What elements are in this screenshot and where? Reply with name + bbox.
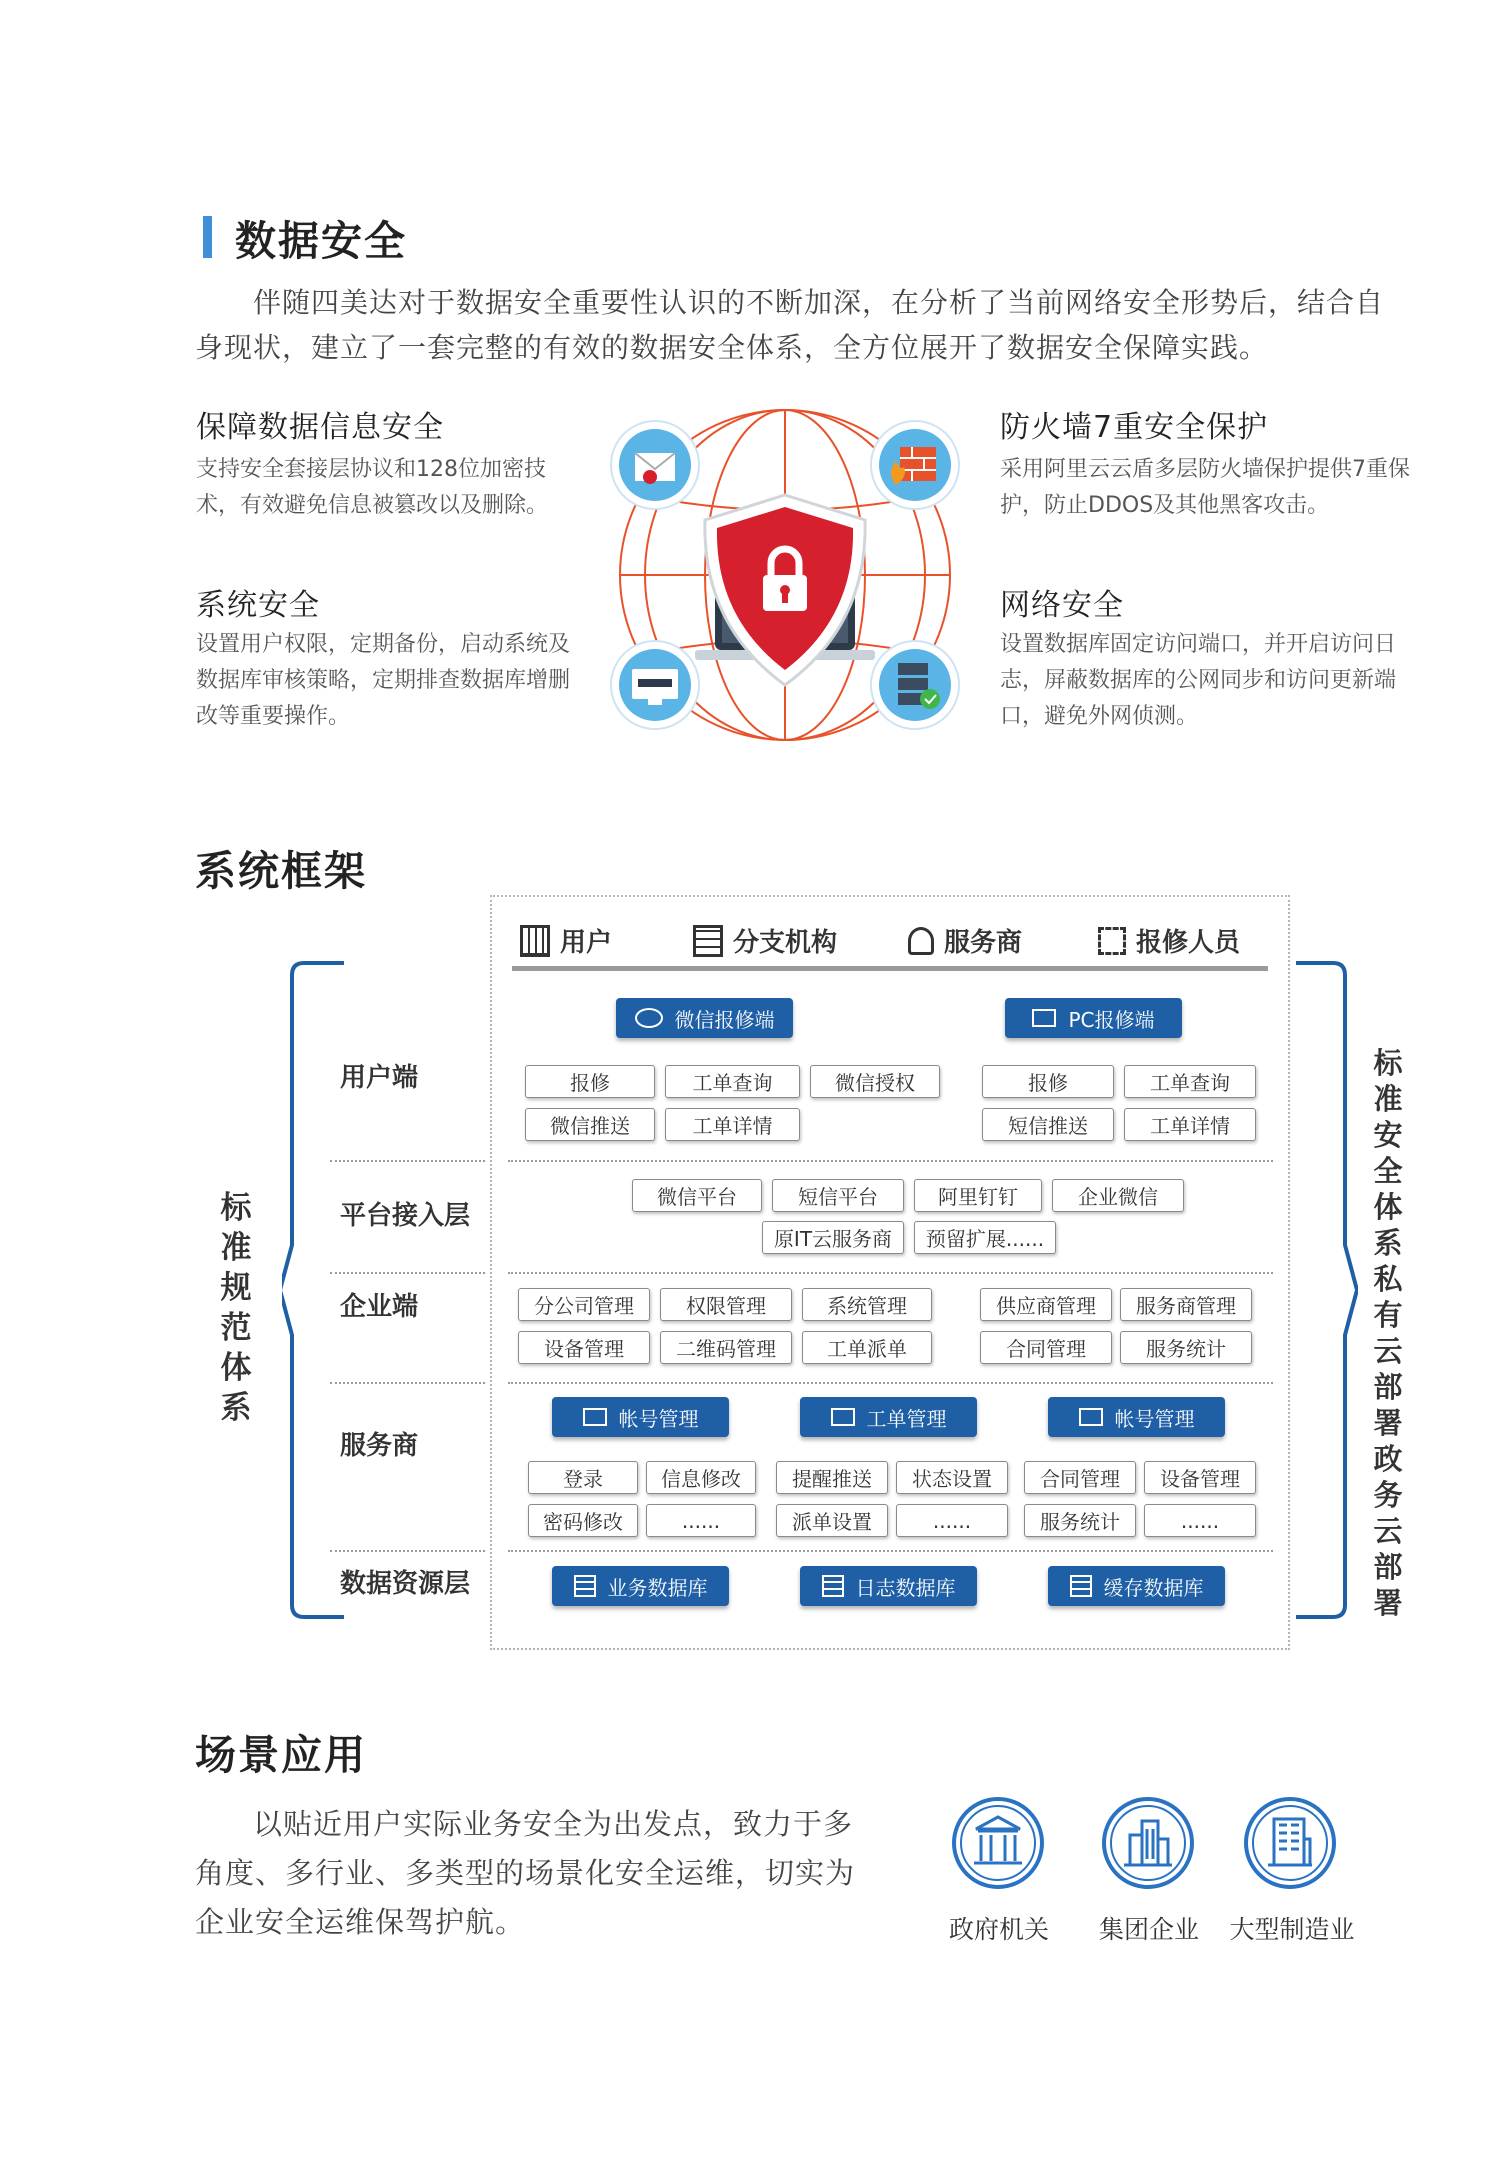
pill-dispatch[interactable]: 工单派单 [802, 1331, 932, 1364]
monitor-icon [583, 1408, 607, 1426]
right-vertical-label: 标准安全体系 私有云部署 政务云部署 [1373, 1046, 1403, 1620]
pill-it-cloud[interactable]: 原IT云服务商 [762, 1221, 904, 1254]
cache-db-button[interactable]: 缓存数据库 [1048, 1566, 1225, 1606]
pill-more[interactable]: ...... [1144, 1504, 1256, 1537]
separator [508, 1272, 1273, 1274]
pill-device-mgmt[interactable]: 设备管理 [1144, 1461, 1256, 1494]
pill-order-query[interactable]: 工单查询 [665, 1065, 800, 1098]
section-title-data-security: 数据安全 [235, 217, 407, 265]
feature-title: 系统安全 [196, 588, 320, 623]
order-mgmt-button[interactable]: 工单管理 [800, 1397, 977, 1437]
layer-label-platform: 平台接入层 [340, 1201, 471, 1231]
pill-service-stats[interactable]: 服务统计 [1120, 1331, 1252, 1364]
pill-service-stats[interactable]: 服务统计 [1024, 1504, 1136, 1537]
pill-order-detail[interactable]: 工单详情 [665, 1108, 800, 1141]
feature-desc: 支持安全套接层协议和128位加密技术，有效避免信息被篡改以及删除。 [196, 457, 549, 518]
pill-supplier-mgmt[interactable]: 供应商管理 [980, 1288, 1112, 1321]
pill-wechat-platform[interactable]: 微信平台 [632, 1179, 762, 1212]
pill-order-query[interactable]: 工单查询 [1124, 1065, 1256, 1098]
account-mgmt-button[interactable]: 帐号管理 [552, 1397, 729, 1437]
separator [330, 1272, 485, 1274]
feature-title: 网络安全 [1000, 588, 1124, 623]
feature-title: 防火墙7重安全保护 [1000, 410, 1269, 445]
feature-desc: 采用阿里云云盾多层防火墙保护提供7重保护，防止DDOS及其他黑客攻击。 [1000, 457, 1410, 518]
separator [330, 1160, 485, 1162]
layer-label-user: 用户端 [340, 1063, 419, 1093]
pill-info-edit[interactable]: 信息修改 [646, 1461, 756, 1494]
pill-permission-mgmt[interactable]: 权限管理 [660, 1288, 792, 1321]
pill-wechat-auth[interactable]: 微信授权 [810, 1065, 940, 1098]
left-vertical-label: 标准规范体系 [220, 1190, 252, 1426]
wechat-repair-button[interactable]: 微信报修端 [616, 998, 793, 1038]
feature-desc: 设置数据库固定访问端口，并开启访问日志，屏蔽数据库的公网同步和访问更新端口，避免外网侦测。 [1000, 632, 1397, 729]
pill-more[interactable]: ...... [896, 1504, 1008, 1537]
pill-dispatch-setting[interactable]: 派单设置 [776, 1504, 888, 1537]
corporate-building-icon [1100, 1795, 1196, 1891]
pill-system-mgmt[interactable]: 系统管理 [802, 1288, 932, 1321]
pc-repair-button[interactable]: PC报修端 [1005, 998, 1182, 1038]
section-title-scenarios: 场景应用 [195, 1731, 367, 1779]
monitor-icon [1079, 1408, 1103, 1426]
scenario-paragraph: 以贴近用户实际业务安全为出发点，致力于多角度、多行业、多类型的场景化安全运维，切实为企业安全运维保驾护航。 [195, 1807, 856, 1939]
database-icon [1070, 1575, 1092, 1597]
database-icon [574, 1575, 596, 1597]
separator [330, 1382, 485, 1384]
header-user: 用户 [520, 922, 612, 959]
pill-wework[interactable]: 企业微信 [1052, 1179, 1184, 1212]
separator [508, 1382, 1273, 1384]
scan-person-icon [1098, 927, 1126, 955]
layer-label-enterprise: 企业端 [340, 1292, 419, 1322]
pill-reminder-push[interactable]: 提醒推送 [776, 1461, 888, 1494]
monitor-password-icon [611, 641, 699, 729]
business-db-button[interactable]: 业务数据库 [552, 1566, 729, 1606]
separator [330, 1550, 485, 1552]
pill-device-mgmt[interactable]: 设备管理 [518, 1331, 650, 1364]
layer-label-provider: 服务商 [340, 1431, 419, 1461]
header-provider: 服务商 [908, 922, 1022, 959]
separator [508, 1550, 1273, 1552]
account-mgmt-button[interactable]: 帐号管理 [1048, 1397, 1225, 1437]
office-building-icon [693, 925, 723, 957]
person-gear-icon [908, 927, 934, 955]
pill-sms-push[interactable]: 短信推送 [982, 1108, 1114, 1141]
right-bracket [1288, 955, 1358, 1625]
feature-title: 保障数据信息安全 [196, 410, 444, 445]
scene-label-manufacturing: 大型制造业 [1229, 1915, 1355, 1944]
pill-provider-mgmt[interactable]: 服务商管理 [1120, 1288, 1252, 1321]
firewall-icon [871, 421, 959, 509]
scene-label-government: 政府机关 [948, 1915, 1049, 1944]
pill-password-change[interactable]: 密码修改 [528, 1504, 638, 1537]
pill-contract-mgmt[interactable]: 合同管理 [1024, 1461, 1136, 1494]
pill-repair[interactable]: 报修 [982, 1065, 1114, 1098]
intro-paragraph: 伴随四美达对于数据安全重要性认识的不断加深，在分析了当前网络安全形势后，结合自身现状，建立了一套完整的有效的数据安全体系，全方位展开了数据安全保障实践。 [195, 286, 1385, 364]
pill-wechat-push[interactable]: 微信推送 [525, 1108, 655, 1141]
pill-reserved[interactable]: 预留扩展...... [914, 1221, 1056, 1254]
pill-more[interactable]: ...... [646, 1504, 756, 1537]
security-globe-illustration [600, 395, 970, 755]
pill-qrcode-mgmt[interactable]: 二维码管理 [660, 1331, 792, 1364]
pill-contract-mgmt[interactable]: 合同管理 [980, 1331, 1112, 1364]
header-divider [512, 966, 1268, 971]
wechat-icon [635, 1008, 663, 1028]
log-db-button[interactable]: 日志数据库 [800, 1566, 977, 1606]
pill-login[interactable]: 登录 [528, 1461, 638, 1494]
feature-desc: 设置用户权限，定期备份，启动系统及数据库审核策略，定期排查数据库增删改等重要操作。 [196, 632, 571, 729]
pill-status-setting[interactable]: 状态设置 [896, 1461, 1008, 1494]
monitor-icon [831, 1408, 855, 1426]
pill-order-detail[interactable]: 工单详情 [1124, 1108, 1256, 1141]
separator [508, 1160, 1273, 1162]
pill-repair[interactable]: 报修 [525, 1065, 655, 1098]
monitor-icon [1032, 1009, 1056, 1027]
header-repair-staff: 报修人员 [1098, 922, 1240, 959]
building-icon [520, 925, 550, 957]
government-building-icon [950, 1795, 1046, 1891]
pill-branch-mgmt[interactable]: 分公司管理 [518, 1288, 650, 1321]
pill-dingtalk[interactable]: 阿里钉钉 [914, 1179, 1042, 1212]
server-check-icon [871, 641, 959, 729]
section-title-bar [203, 216, 212, 258]
database-icon [822, 1575, 844, 1597]
pill-sms-platform[interactable]: 短信平台 [772, 1179, 904, 1212]
header-branch: 分支机构 [693, 922, 837, 959]
layer-label-data: 数据资源层 [340, 1569, 471, 1599]
mail-icon [611, 421, 699, 509]
section-title-framework: 系统框架 [195, 847, 367, 895]
scene-label-group: 集团企业 [1098, 1915, 1199, 1944]
factory-building-icon [1242, 1795, 1338, 1891]
